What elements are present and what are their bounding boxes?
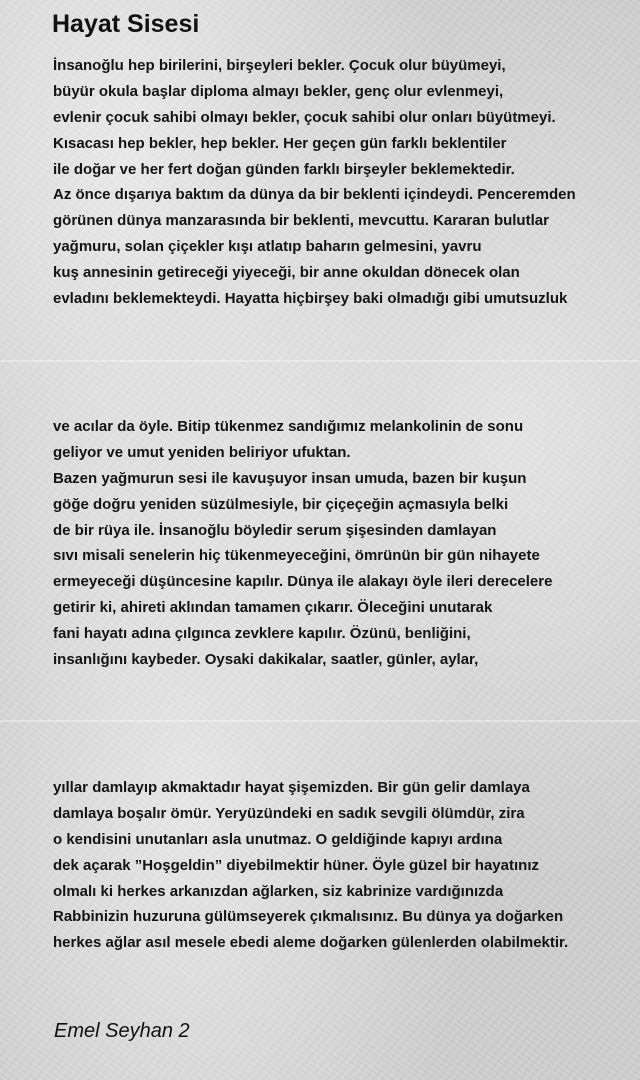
poem-line: ve acılar da öyle. Bitip tükenmez sandığımız melankolinin de sonu bbox=[53, 418, 524, 435]
poem-text-block-3 bbox=[53, 775, 633, 956]
poem-line: evlenir çocuk sahibi olmayı bekler, çocuk sahibi olur onları büyütmeyi. bbox=[53, 108, 556, 126]
poem-line: damlaya boşalır ömür. Yeryüzündeki en sadık sevgili ölümdür, zira bbox=[53, 804, 525, 822]
poem-text-block-2 bbox=[53, 414, 633, 673]
poem-line: o kendisini unutanları asla unutmaz. O geldiğinde kapıyı ardına bbox=[53, 830, 503, 848]
poem-line: ermeyeceği düşüncesine kapılır. Dünya ile alakayı öyle ileri derecelere bbox=[53, 573, 553, 591]
poem-line: Az önce dışarıya baktım da dünya da bir beklenti içindeydi. Penceremden bbox=[53, 186, 576, 204]
poem-line: evladını beklemekteydi. Hayatta hiçbirşey baki olmadığı gibi umutsuzluk bbox=[53, 290, 568, 308]
poem-line: dek açarak ”Hoşgeldin” diyebilmektir hüner. Öyle güzel bir hayatınız bbox=[53, 856, 539, 874]
poem-line: Bazen yağmurun sesi ile kavuşuyor insan umuda, bazen bir kuşun bbox=[53, 469, 527, 487]
poem-line: sıvı misali senelerin hiç tükenmeyeceğini, ömrünün bir gün nihayete bbox=[53, 547, 540, 565]
poem-line: fani hayatı adına çılgınca zevklere kapılır. Özünü, benliğini, bbox=[53, 625, 471, 643]
poem-line: yağmuru, solan çiçekler kışı atlatıp baharın gelmesini, yavru bbox=[53, 238, 482, 256]
poem-line: yıllar damlayıp akmaktadır hayat şişemizden. Bir gün gelir damlaya bbox=[53, 779, 530, 796]
poem-section-1 bbox=[0, 0, 640, 360]
poem-line: kuş annesinin getireceği yiyeceği, bir anne okuldan dönecek olan bbox=[53, 264, 520, 282]
poem-line: büyür okula başlar diploma almayı bekler, genç olur evlenmeyi, bbox=[53, 82, 504, 100]
author-name: Emel Seyhan 2 bbox=[54, 1020, 190, 1042]
poem-section-2 bbox=[0, 360, 640, 720]
poem-line: ile doğar ve her fert doğan günden farklı birşeyler beklemektedir. bbox=[53, 160, 515, 178]
poem-line: göğe doğru yeniden süzülmesiyle, bir çiçeçeğin açmasıyla belki bbox=[53, 495, 509, 513]
poem-line: Rabbinizin huzuruna gülümseyerek çıkmalısınız. Bu dünya ya doğarken bbox=[53, 908, 564, 926]
poem-line: getirir ki, ahireti aklından tamamen çıkarır. Öleceğini unutarak bbox=[53, 599, 493, 617]
poem-line: herkes ağlar asıl mesele ebedi aleme doğarken gülenlerden olabilmektir. bbox=[53, 934, 569, 952]
poem-line: olmalı ki herkes arkanızdan ağlarken, siz kabrinize vardığınızda bbox=[53, 882, 504, 900]
poem-line: geliyor ve umut yeniden beliriyor ufuktan. bbox=[53, 443, 351, 461]
poem-text-block-1 bbox=[53, 53, 633, 312]
poem-line: Kısacası hep bekler, hep bekler. Her geçen gün farklı beklentiler bbox=[53, 134, 507, 152]
poem-line: insanlığını kaybeder. Oysaki dakikalar, saatler, günler, aylar, bbox=[53, 651, 479, 669]
poem-line: de bir rüya ile. İnsanoğlu böyledir serum şişesinden damlayan bbox=[53, 521, 497, 539]
poem-line: İnsanoğlu hep birilerini, birşeyleri bekler. Çocuk olur büyümeyi, bbox=[53, 57, 506, 74]
poem-line: görünen dünya manzarasında bir beklenti, mevcuttu. Kararan bulutlar bbox=[53, 212, 549, 230]
poem-title: Hayat Sisesi bbox=[52, 10, 200, 38]
